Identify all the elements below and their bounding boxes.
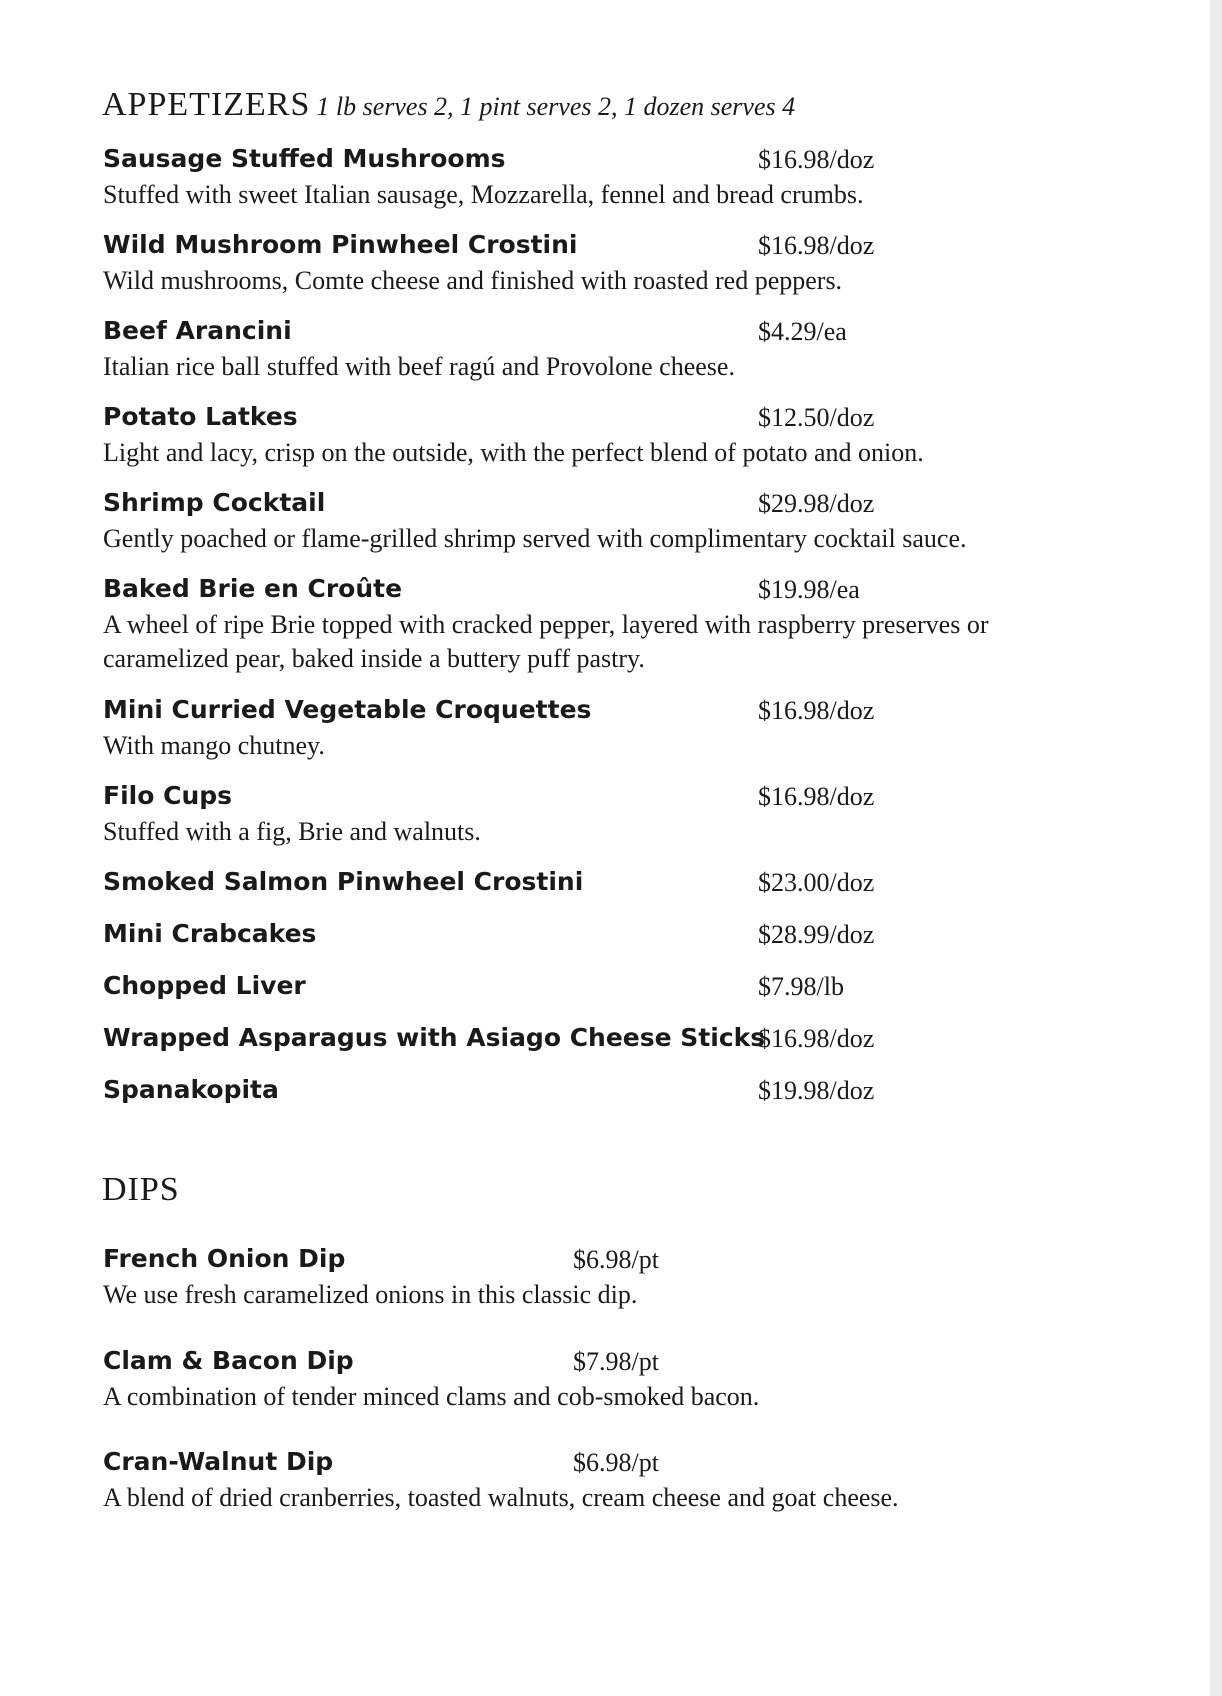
appetizers-title: APPETIZERS [102, 86, 311, 123]
item-price: $6.98/pt [573, 1448, 659, 1477]
item-description: Stuffed with a fig, Brie and walnuts. [103, 817, 481, 846]
item-description: Wild mushrooms, Comte cheese and finished with roasted red peppers. [103, 266, 843, 295]
item-name: Sausage Stuffed Mushrooms [103, 144, 506, 173]
item-price: $23.00/doz [758, 868, 875, 897]
dips-heading [102, 1173, 180, 1207]
item-name: French Onion Dip [103, 1244, 346, 1273]
page-edge [1210, 0, 1222, 1696]
item-price: $16.98/doz [758, 782, 875, 811]
appetizers-serving-note: 1 lb serves 2, 1 pint serves 2, 1 dozen serves 4 [316, 92, 796, 121]
item-name: Potato Latkes [103, 402, 298, 431]
item-price: $16.98/doz [758, 231, 875, 260]
item-price: $7.98/lb [758, 972, 844, 1001]
item-name: Clam & Bacon Dip [103, 1346, 354, 1375]
item-price: $19.98/doz [758, 1076, 875, 1105]
item-price: $12.50/doz [758, 403, 875, 432]
item-description: With mango chutney. [103, 731, 325, 760]
item-name: Smoked Salmon Pinwheel Crostini [103, 867, 584, 896]
item-name: Cran-Walnut Dip [103, 1447, 334, 1476]
appetizers-heading [102, 88, 795, 122]
item-name: Filo Cups [103, 781, 233, 810]
item-name: Shrimp Cocktail [103, 488, 326, 517]
item-name: Wild Mushroom Pinwheel Crostini [103, 230, 578, 259]
item-price: $7.98/pt [573, 1347, 659, 1376]
item-name: Mini Curried Vegetable Croquettes [103, 695, 592, 724]
item-price: $4.29/ea [758, 317, 847, 346]
item-price: $19.98/ea [758, 575, 860, 604]
item-description: We use fresh caramelized onions in this classic dip. [103, 1280, 638, 1309]
item-description: A blend of dried cranberries, toasted walnuts, cream cheese and goat cheese. [103, 1483, 899, 1512]
item-description: Italian rice ball stuffed with beef ragú and Provolone cheese. [103, 352, 735, 381]
item-description: Stuffed with sweet Italian sausage, Mozzarella, fennel and bread crumbs. [103, 180, 864, 209]
item-price: $29.98/doz [758, 489, 875, 518]
dips-title: DIPS [102, 1171, 180, 1208]
item-price: $16.98/doz [758, 1024, 875, 1053]
item-description: A wheel of ripe Brie topped with cracked pepper, layered with raspberry preserves or caramelized pear, baked inside a buttery puff pastry. [103, 610, 989, 673]
item-price: $16.98/doz [758, 696, 875, 725]
item-name: Chopped Liver [103, 971, 306, 1000]
item-description: Light and lacy, crisp on the outside, with the perfect blend of potato and onion. [103, 438, 924, 467]
item-price: $6.98/pt [573, 1245, 659, 1274]
item-name: Wrapped Asparagus with Asiago Cheese Sticks [103, 1023, 766, 1052]
item-name: Baked Brie en Croûte [103, 574, 403, 603]
item-description: Gently poached or flame-grilled shrimp served with complimentary cocktail sauce. [103, 524, 967, 553]
item-name: Spanakopita [103, 1075, 279, 1104]
item-description: A combination of tender minced clams and cob-smoked bacon. [103, 1382, 760, 1411]
item-price: $28.99/doz [758, 920, 875, 949]
item-name: Mini Crabcakes [103, 919, 317, 948]
item-name: Beef Arancini [103, 316, 292, 345]
item-price: $16.98/doz [758, 145, 875, 174]
